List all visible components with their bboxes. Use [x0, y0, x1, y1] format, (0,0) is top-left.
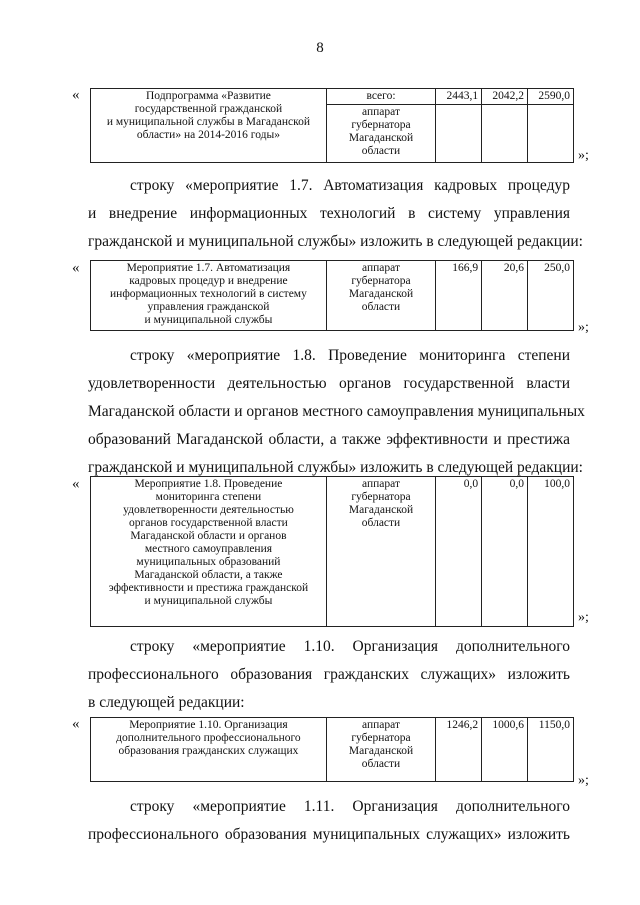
value-2015: 1000,6 [482, 718, 528, 782]
paragraph-1-7: строку «мероприятие 1.7. Автоматизация кадровых процедур и внедрение информационных технологий в систему управления гражданской и муниципальной службы» изложить в следующей редакции: [88, 177, 583, 250]
measure-1-8-table [90, 476, 574, 627]
executor-cell: аппарат губернатора Магаданской области [326, 261, 435, 331]
value-2015: 2042,2 [482, 89, 528, 105]
subprogram-table [90, 88, 574, 163]
executor-cell: аппарат губернатора Магаданской области [326, 477, 435, 627]
value-2016: 100,0 [528, 477, 574, 627]
executor-cell: аппарат губернатора Магаданской области [326, 105, 435, 163]
measure-1-7-table [90, 260, 574, 331]
paragraph-1-8: строку «мероприятие 1.8. Проведение мониторинга степени удовлетворенности деятельностью органов государственной власти Магаданской области и органов местного самоуправления муниципальных образований Магаданской области, а также эффективности и престижа гражданской и муниципальной службы» изложить в следующей редакции: [88, 347, 585, 476]
measure-name-cell: Мероприятие 1.8. Проведение мониторинга степени удовлетворенности деятельностью органов государственной власти Магаданской области и органов местного самоуправления муниципальных образований Магаданской области, а также эффективности и престижа гражданской и муниципальной службы [91, 477, 327, 627]
value-2014: 0,0 [436, 477, 482, 627]
executor-cell: аппарат губернатора Магаданской области [326, 718, 435, 782]
quote-close: »; [578, 320, 589, 335]
quote-open: « [72, 476, 80, 492]
value-2016: 1150,0 [528, 718, 574, 782]
measure-1-10-table [90, 717, 574, 782]
value-2015: 0,0 [482, 477, 528, 627]
value-2015: 20,6 [482, 261, 528, 331]
page-number: 8 [316, 40, 324, 56]
quote-open: « [72, 716, 80, 732]
subprogram-name-cell: Подпрограмма «Развитие государственной гражданской и муниципальной службы в Магаданской области» на 2014-2016 годы» [91, 89, 327, 163]
paragraph-1-10: строку «мероприятие 1.10. Организация дополнительного профессионального образования гражданских служащих» изложить в следующей редакции: [88, 638, 570, 711]
value-2016: 250,0 [528, 261, 574, 331]
value-2016: 2590,0 [528, 89, 574, 105]
value-2014: 166,9 [436, 261, 482, 331]
value-2014: 2443,1 [436, 89, 482, 105]
quote-open: « [72, 260, 80, 276]
quote-close: »; [578, 148, 589, 163]
quote-close: »; [578, 610, 589, 625]
measure-name-cell: Мероприятие 1.7. Автоматизация кадровых процедур и внедрение информационных технологий в систему управления гражданской и муниципальной службы [91, 261, 327, 331]
measure-name-cell: Мероприятие 1.10. Организация дополнительного профессионального образования гражданских служащих [91, 718, 327, 782]
total-label-cell: всего: [326, 89, 435, 105]
value-2014: 1246,2 [436, 718, 482, 782]
quote-close: »; [578, 773, 589, 788]
quote-open: « [72, 87, 80, 103]
paragraph-1-11: строку «мероприятие 1.11. Организация дополнительного профессионального образования муниципальных служащих» изложить [88, 798, 570, 843]
